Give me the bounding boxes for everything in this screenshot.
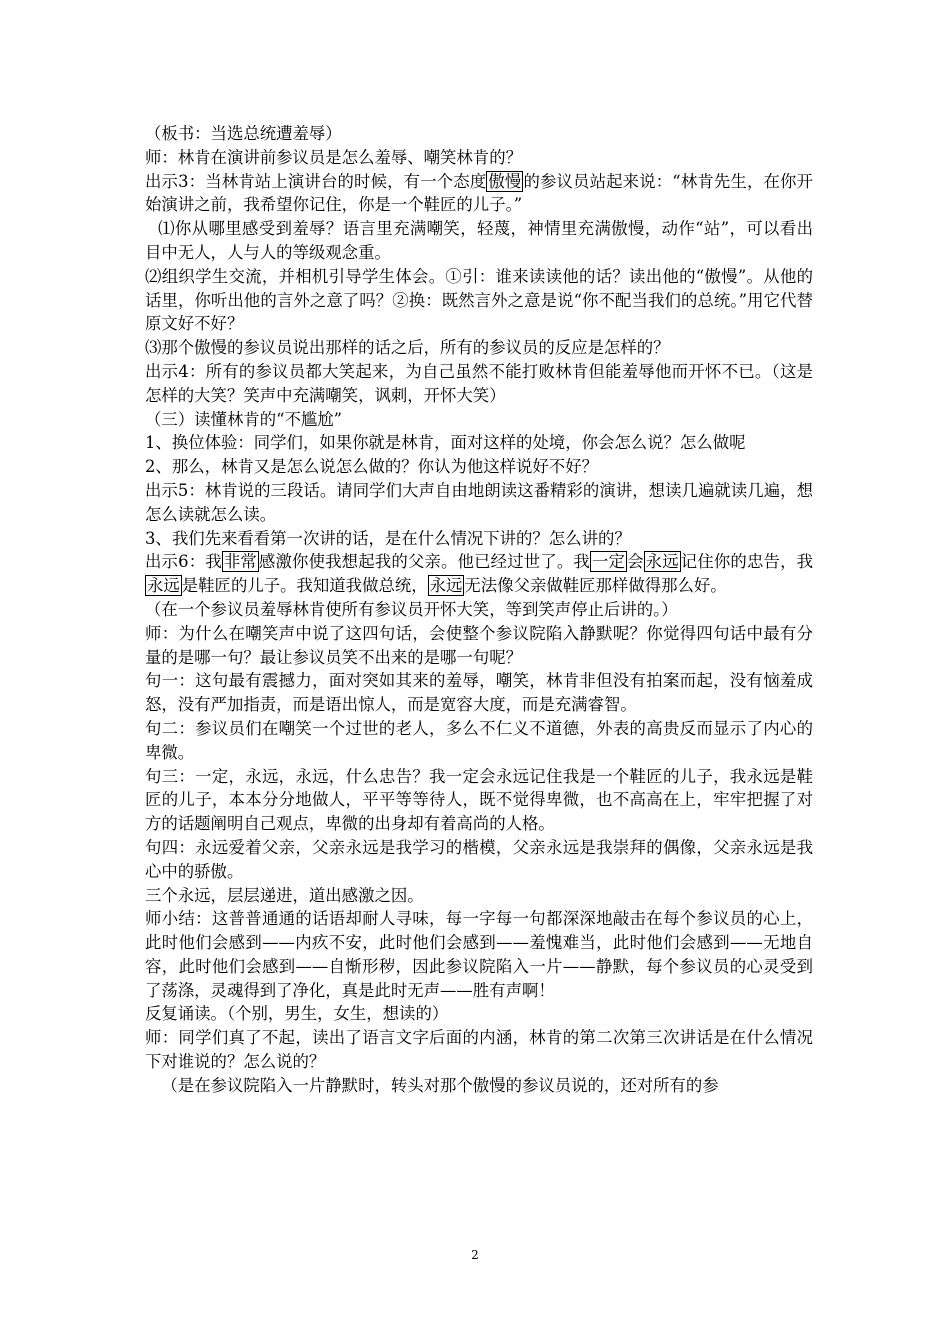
show-5: 出示5：林肯说的三段话。请同学们大声自由地朗读这番精彩的演讲，想读几遍就读几遍，想怎么读就怎么读。 — [145, 480, 813, 524]
point-2: ⑵组织学生交流，并相机引导学生体会。①引：谁来读读他的话？读出他的“傲慢”。从他的话里，你听出他的言外之意了吗？②换：既然言外之意是说“你不配当我们的总统。”用它代替原文好不好？ — [145, 266, 813, 334]
boxed-word-yongyuan-2: 永远 — [147, 576, 180, 596]
boxed-word-yiding: 一定 — [591, 552, 626, 572]
show-6-part-6: 无法像父亲做鞋匠那样做得那么好。 — [464, 576, 727, 596]
document-body — [145, 122, 813, 1098]
teacher-question: 师：林肯在演讲前参议员是怎么羞辱、嘲笑林肯的？ — [145, 147, 522, 167]
item-2: 2、那么，林肯又是怎么说怎么做的？你认为他这样说好不好？ — [145, 457, 598, 477]
teacher-question-2: 师：为什么在嘲笑声中说了这四句话，会使整个参议院陷入静默呢？你觉得四句话中最有分量的是哪一句？最让参议员笑不出来的是哪一句呢？ — [145, 623, 813, 667]
show-6-part-3: 会 — [627, 552, 644, 572]
show-6-part-1: 出示6：我 — [145, 552, 222, 572]
show-3-text-a: 出示3：当林肯站上演讲台的时候，有一个态度 — [145, 171, 487, 191]
show-4-note: （这是怎样的大笑？笑声中充满嘲笑，讽刺，开怀大笑） — [145, 361, 813, 405]
answer-note: （是在参议院陷入一片静默时，转头对那个傲慢的参议员说的，还对所有的参 — [161, 1075, 719, 1095]
item-1: 1、换位体验：同学们，如果你就是林肯，面对这样的处境，你会怎么说？怎么做呢 — [145, 433, 746, 453]
item-3: 3、我们先来看看第一次讲的话，是在什么情况下讲的？怎么讲的？ — [145, 528, 631, 548]
show-6-part-5: 是鞋匠的儿子。我知道我做总统， — [181, 576, 428, 596]
show-3 — [145, 170, 813, 218]
show-3-text-b: 的参议员站起来说：“林肯先生，在你开始演讲之前，我希望你记住，你是一个鞋匠的儿子。” — [145, 171, 813, 215]
point-1: ⑴你从哪里感受到羞辱？语言里充满嘲笑，轻蔑，神情里充满傲慢，动作“站”，可以看出目中无人，人与人的等级观念重。 — [145, 219, 813, 262]
show-4-text: 出示4：所有的参议员都大笑起来，为自己虽然不能打败林肯但能羞辱他而开怀不已。 — [145, 361, 772, 381]
boxed-word-yongyuan-3: 永远 — [429, 576, 463, 596]
sentence-2: 句二：参议员们在嘲笑一个过世的老人，多么不仁义不道德，外表的高贵反而显示了内心的卑微。 — [145, 718, 813, 762]
sentence-3: 句三：一定，永远，永远，什么忠告？我一定会永远记住我是一个鞋匠的儿子，我永远是鞋匠的儿子，本本分分地做人，平平等等待人，既不觉得卑微，也不高高在上，牢牢把握了对方的话题阐明自己观点，卑微的出身却有着高尚的人格。 — [145, 766, 813, 834]
context-note: （在一个参议员羞辱林肯使所有参议员开怀大笑，等到笑声停止后讲的。） — [145, 599, 678, 619]
section-3-heading: （三）读懂林肯的“不尴尬” — [145, 409, 343, 429]
boxed-word-aoman: 傲慢 — [488, 171, 522, 191]
teacher-summary: 师小结：这普普通通的话语却耐人寻味，每一字每一句都深深地敲击在每个参议员的心上，此时他们会感到——内疚不安，此时他们会感到——羞愧难当，此时他们会感到——无地自容，此时他们会感到——自惭形秽，因此参议院陷入一片——静默，每个参议员的心灵受到了荡涤，灵魂得到了净化，真是此时无声——胜有声啊！ — [145, 909, 813, 1000]
boxed-word-feichang: 非常 — [223, 552, 257, 572]
show-6 — [145, 550, 813, 598]
show-6-part-4: 记住你的忠告，我 — [680, 552, 814, 572]
show-6-part-2: 感激你使我想起我的父亲。他已经过世了。我 — [258, 552, 590, 572]
show-4 — [145, 360, 813, 408]
repeat-reading: 反复诵读。（个别，男生，女生，想读的） — [145, 1004, 449, 1024]
teacher-question-3: 师：同学们真了不起，读出了语言文字后面的内涵，林肯的第二次第三次讲话是在什么情况下对谁说的？怎么说的？ — [145, 1028, 813, 1072]
sentence-4: 句四：永远爱着父亲，父亲永远是我学习的楷模，父亲永远是我崇拜的偶像，父亲永远是我心中的骄傲。 — [145, 837, 813, 881]
page-number: 2 — [471, 1248, 479, 1262]
boxed-word-yongyuan-1: 永远 — [645, 552, 679, 572]
sentence-1: 句一：这句最有震撼力，面对突如其来的羞辱，嘲笑，林肯非但没有拍案而起，没有恼羞成怒，没有严加指责，而是语出惊人，而是宽容大度，而是充满睿智。 — [145, 671, 813, 715]
board-note: （板书：当选总统遭羞辱） — [145, 124, 342, 143]
point-3: ⑶那个傲慢的参议员说出那样的话之后，所有的参议员的反应是怎样的？ — [145, 338, 670, 358]
three-forever: 三个永远，层层递进，道出感激之因。 — [145, 885, 424, 905]
